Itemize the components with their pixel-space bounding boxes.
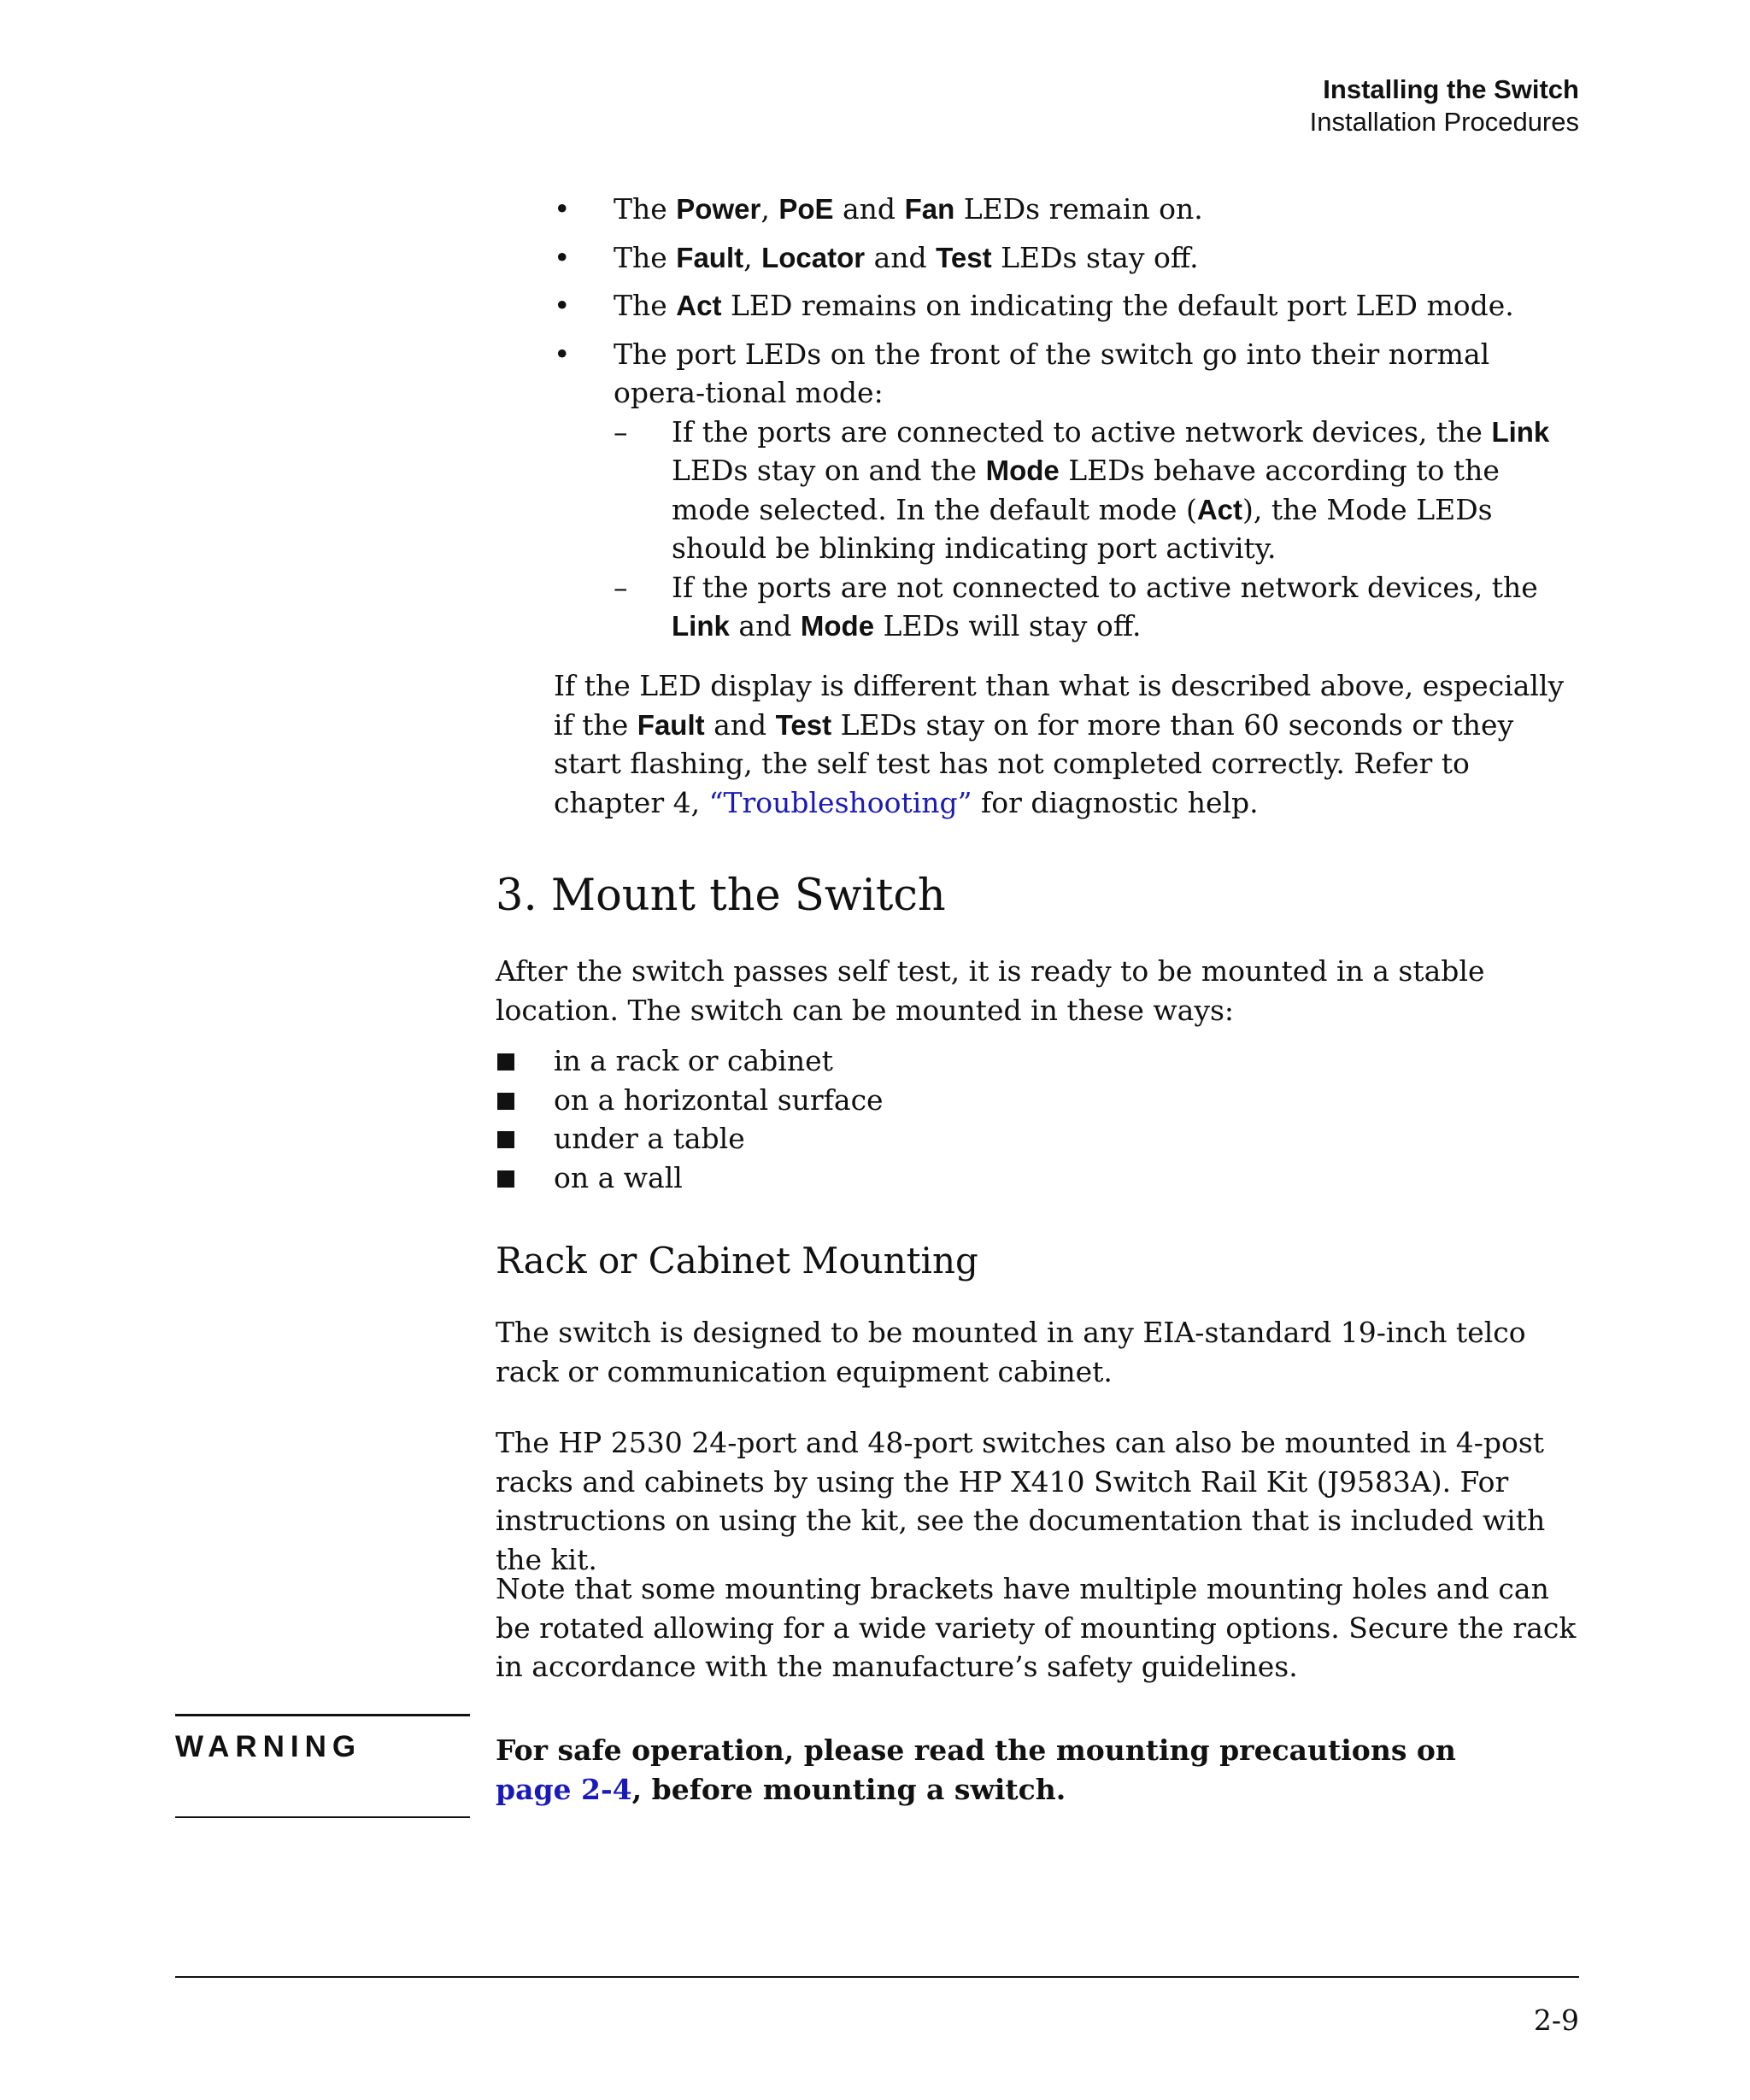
list-item xyxy=(496,1159,884,1198)
bullet-icon: • xyxy=(554,192,571,226)
page-reference-link[interactable]: page 2-4 xyxy=(496,1772,632,1806)
text: on a wall xyxy=(554,1160,683,1194)
text: LED remains on indicating the default port LED mode. xyxy=(721,289,1514,322)
text: , xyxy=(743,240,762,274)
list-item xyxy=(554,335,1579,646)
bullet-icon: • xyxy=(554,240,571,274)
sub-list-item xyxy=(614,413,1579,568)
power-label: Power xyxy=(676,193,761,225)
rack-paragraph-2: The HP 2530 24-port and 48-port switches can also be mounted in 4-post racks and cabinets by using the HP X410 Switch Rail Kit (J9583A). For instructions on using the kit, see the documentation that is included with the kit. xyxy=(496,1426,1546,1576)
dash-icon: – xyxy=(614,414,628,449)
rack-paragraph-3: Note that some mounting brackets have multiple mounting holes and can be rotated allowing for a wide variety of mounting options. Secure the rack in accordance with the manufacture’s safety guidelines. xyxy=(496,1572,1577,1683)
text: , before mounting a switch. xyxy=(631,1772,1066,1806)
bullet-icon: • xyxy=(554,289,571,322)
text: and xyxy=(704,707,776,742)
text: If the ports are connected to active network devices, the xyxy=(672,414,1492,449)
list-item xyxy=(496,1081,884,1120)
mode-led-label: Mode xyxy=(800,610,875,642)
footer-rule xyxy=(175,1976,1579,1978)
running-header xyxy=(1310,73,1579,138)
warning-label: WARNING xyxy=(175,1730,362,1763)
rack-paragraph-1: The switch is designed to be mounted in any EIA-standard 19-inch telco rack or communication equipment cabinet. xyxy=(496,1316,1526,1388)
warning-text xyxy=(496,1731,1521,1809)
mount-ways-list xyxy=(496,1041,884,1197)
chapter-title: Installing the Switch xyxy=(1323,74,1579,104)
troubleshooting-link[interactable]: “Troubleshooting” xyxy=(708,785,972,819)
square-bullet-icon xyxy=(497,1131,514,1148)
sub-list xyxy=(614,413,1579,646)
text: and xyxy=(729,609,801,642)
text: and xyxy=(865,240,937,274)
text: LEDs stay off. xyxy=(991,240,1199,274)
text: The xyxy=(614,240,677,274)
fault-label: Fault xyxy=(676,241,744,273)
test-label: Test xyxy=(936,241,992,273)
text: The port LEDs on the front of the switch go into their normal opera-tional mode: xyxy=(614,337,1490,409)
text: and xyxy=(833,192,905,226)
text: LEDs stay on and the xyxy=(672,454,986,487)
test-label: Test xyxy=(775,708,832,741)
warning-bottom-rule xyxy=(175,1816,470,1818)
text: for diagnostic help. xyxy=(972,785,1259,819)
text: The xyxy=(614,192,677,226)
fan-label: Fan xyxy=(904,193,955,225)
act-label: Act xyxy=(1196,493,1243,525)
square-bullet-icon xyxy=(497,1093,514,1110)
text: The xyxy=(614,289,677,322)
text: LEDs remain on. xyxy=(954,192,1203,226)
square-bullet-icon xyxy=(497,1170,514,1188)
text: ), the Mode LEDs should be blinking indicating port activity. xyxy=(672,492,1493,565)
square-bullet-icon xyxy=(497,1053,514,1071)
link-led-label: Link xyxy=(672,610,730,642)
dash-icon: – xyxy=(614,570,628,604)
sub-list-item xyxy=(614,568,1579,646)
led-status-list xyxy=(554,190,1579,655)
section-heading: 3. Mount the Switch xyxy=(496,871,946,921)
text: under a table xyxy=(554,1122,745,1155)
list-item xyxy=(554,190,1579,229)
fault-label: Fault xyxy=(637,708,705,741)
mount-intro: After the switch passes self test, it is ready to be mounted in a stable location. The switch can be mounted in these ways: xyxy=(496,954,1485,1027)
text: LEDs will stay off. xyxy=(874,609,1142,642)
locator-label: Locator xyxy=(761,241,866,273)
text: LEDs stay on for more than 60 seconds or they start flashing, the self test has not completed correctly. Refer to chapter 4, xyxy=(554,707,1514,819)
text: , xyxy=(760,192,779,226)
text: If the LED display is different than what is described above, especially if the xyxy=(554,669,1565,742)
warning-top-rule xyxy=(175,1714,470,1716)
led-paragraph xyxy=(554,666,1579,822)
bullet-icon: • xyxy=(554,337,571,371)
list-item xyxy=(554,286,1579,326)
section-title: Installation Procedures xyxy=(1309,107,1579,137)
subsection-heading: Rack or Cabinet Mounting xyxy=(496,1240,978,1282)
act-label: Act xyxy=(676,290,722,321)
list-item xyxy=(554,238,1579,278)
list-item xyxy=(496,1119,884,1159)
text: on a horizontal surface xyxy=(554,1082,884,1117)
page-number: 2-9 xyxy=(1533,2003,1579,2037)
list-item xyxy=(496,1041,884,1081)
text: For safe operation, please read the mounting precautions on xyxy=(496,1733,1456,1767)
poe-label: PoE xyxy=(778,193,834,225)
text: If the ports are not connected to active network devices, the xyxy=(672,570,1538,604)
link-led-label: Link xyxy=(1491,415,1550,448)
mode-led-label: Mode xyxy=(985,455,1060,486)
text: in a rack or cabinet xyxy=(554,1044,833,1077)
text: LEDs behave according to the mode selected. In the default mode ( xyxy=(672,454,1500,526)
